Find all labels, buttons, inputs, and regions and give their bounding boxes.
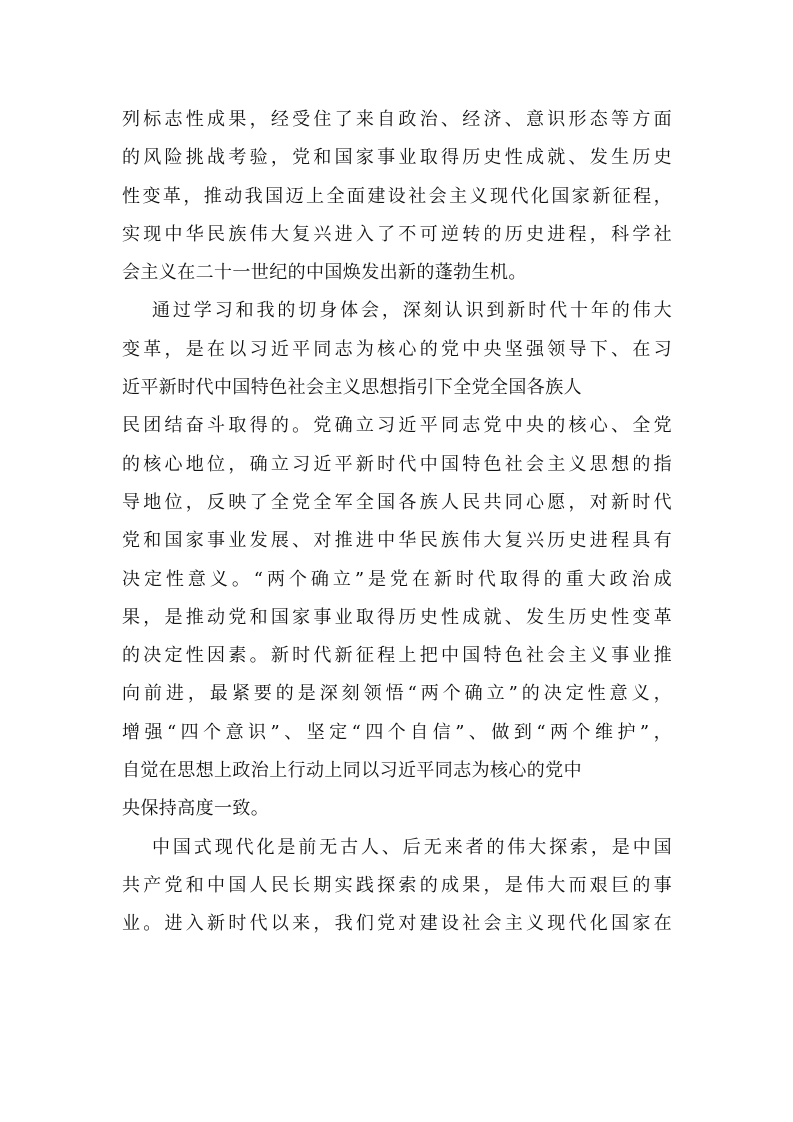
text-line: 通过学习和我的切身体会，深刻认识到新时代十年的伟大 — [152, 300, 672, 322]
text-line: 向前进，最紧要的是深刻领悟“两个确立”的决定性意义， — [122, 683, 672, 705]
text-line: 的决定性因素。新时代新征程上把中国特色社会主义事业推 — [122, 645, 672, 667]
text-line: 共产党和中国人民长期实践探索的成果，是伟大而艰巨的事 — [122, 874, 672, 896]
text-line: 性变革，推动我国迈上全面建设社会主义现代化国家新征程， — [122, 185, 672, 207]
text-line: 的核心地位，确立习近平新时代中国特色社会主义思想的指 — [122, 453, 672, 475]
text-line: 近平新时代中国特色社会主义思想指引下全党全国各族人 — [122, 377, 582, 399]
text-line: 实现中华民族伟大复兴进入了不可逆转的历史进程，科学社 — [122, 223, 672, 245]
text-line: 会主义在二十一世纪的中国焕发出新的蓬勃生机。 — [122, 262, 527, 284]
text-line: 变革，是在以习近平同志为核心的党中央坚强领导下、在习 — [122, 338, 672, 360]
text-line: 中国式现代化是前无古人、后无来者的伟大探索，是中国 — [152, 836, 672, 858]
text-line: 的风险挑战考验，党和国家事业取得历史性成就、发生历史 — [122, 147, 672, 169]
text-line: 增强“四个意识”、坚定“四个自信”、做到“两个维护”， — [122, 721, 672, 743]
paragraph-2 — [122, 292, 672, 828]
paragraph-3 — [122, 829, 672, 944]
text-line: 自觉在思想上政治上行动上同以习近平同志为核心的党中 — [122, 760, 582, 782]
body-text — [122, 101, 672, 944]
text-line: 央保持高度一致。 — [122, 798, 270, 820]
text-line: 党和国家事业发展、对推进中华民族伟大复兴历史进程具有 — [122, 530, 672, 552]
text-line: 决定性意义。“两个确立”是党在新时代取得的重大政治成 — [122, 568, 672, 590]
text-line: 民团结奋斗取得的。党确立习近平同志党中央的核心、全党 — [122, 415, 672, 437]
text-line: 业。进入新时代以来，我们党对建设社会主义现代化国家在 — [122, 913, 672, 935]
text-line: 果，是推动党和国家事业取得历史性成就、发生历史性变革 — [122, 606, 672, 628]
text-line: 导地位，反映了全党全军全国各族人民共同心愿，对新时代 — [122, 491, 672, 513]
text-line: 列标志性成果，经受住了来自政治、经济、意识形态等方面 — [122, 109, 672, 130]
paragraph-1 — [122, 101, 672, 292]
